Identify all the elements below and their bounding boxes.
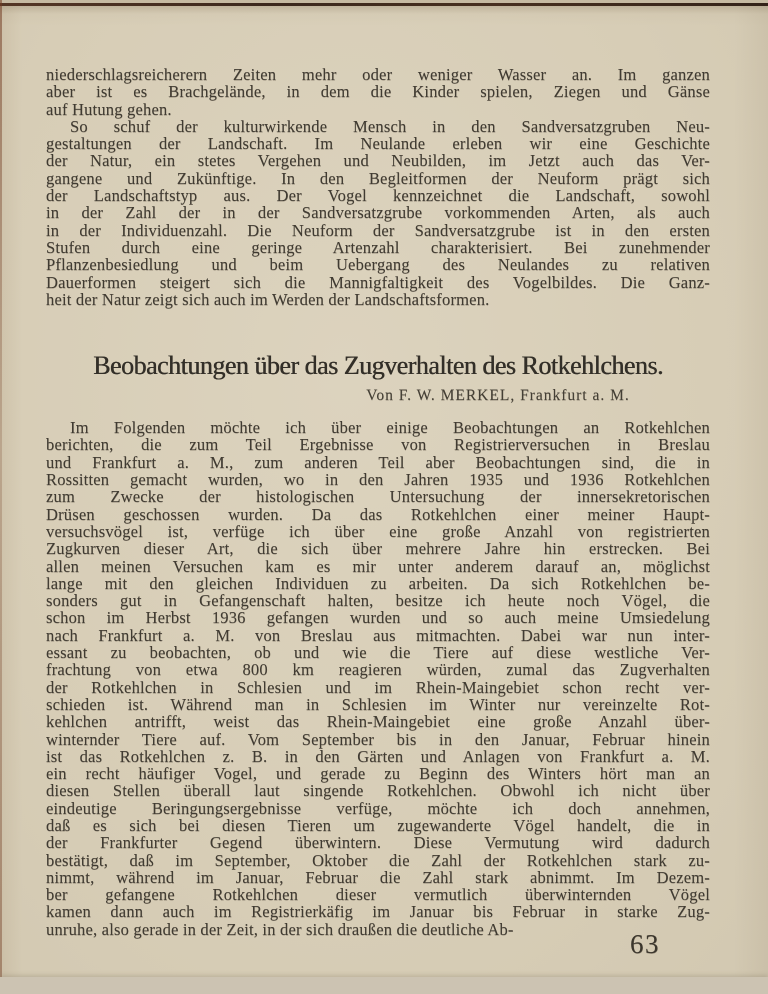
text-line: ist das Rotkehlchen z. B. in den Gärten und Anlagen von Frankfurt a. M. <box>46 746 710 766</box>
text-line: ber gefangene Rotkehlchen dieser vermutlich überwinternden Vögel <box>46 885 710 905</box>
text-line: versuchsvögel ist, verfüge ich über eine große Anzahl von registrierten <box>46 521 710 541</box>
text-line: lange mit den gleichen Individuen zu arbeiten. Da sich Rotkehlchen be- <box>46 573 710 593</box>
text-line: kamen dann auch im Registrierkäfig im Januar bis Februar in starke Zug- <box>46 902 710 922</box>
text-line: nimmt, während im Januar, Februar die Zahl stark abnimmt. Im Dezem- <box>46 867 710 887</box>
text-line: daß es sich bei diesen Tieren um zugewanderte Vögel handelt, die in <box>46 815 710 835</box>
text-line: schieden ist. Während man in Schlesien im Winter nur vereinzelte Rot- <box>46 694 710 714</box>
text-line: bestätigt, daß im September, Oktober die Zahl der Rotkehlchen stark zu- <box>46 850 710 870</box>
text-line: diesen Stellen überall laut singende Rotkehlchen. Obwohl ich nicht über <box>46 781 710 801</box>
text-line: Drüsen geschossen wurden. Da das Rotkehlchen einer meiner Haupt- <box>46 504 710 524</box>
text-line: zum Zwecke der histologischen Untersuchung der innersekretorischen <box>46 487 710 507</box>
text-line: winternder Tiere auf. Vom September bis in den Januar, Februar hinein <box>46 729 710 749</box>
page-content <box>46 66 710 938</box>
text-line: Rossitten gemacht wurden, wo in den Jahren 1935 und 1936 Rotkehlchen <box>46 470 710 490</box>
text-line: aber ist es Brachgelände, in dem die Kinder spielen, Ziegen und Gänse <box>46 82 710 102</box>
text-line: eindeutige Beringungsergebnisse verfüge, möchte ich doch annehmen, <box>46 798 710 818</box>
text-line: Dauerformen steigert sich die Mannigfaltigkeit des Vogelbildes. Die Ganz- <box>46 272 710 292</box>
article-byline: Von F. W. MERKEL, Frankfurt a. M. <box>366 387 630 405</box>
text-line: sonders gut in Gefangenschaft halten, besitze ich heute noch Vögel, die <box>46 591 710 611</box>
text-line: der Rotkehlchen in Schlesien und im Rhein-Maingebiet schon recht ver- <box>46 677 710 697</box>
scan-left-edge <box>0 0 2 994</box>
paragraph <box>46 66 710 118</box>
text-line: Stufen durch eine geringe Artenzahl charakterisiert. Bei zunehmender <box>46 237 710 257</box>
text-line: schon im Herbst 1936 gefangen wurden und so auch meine Umsiedelung <box>46 608 710 628</box>
text-line: So schuf der kulturwirkende Mensch in den Sandversatzgruben Neu- <box>70 116 710 136</box>
text-line: der Natur, ein stetes Vergehen und Neubilden, im Jetzt auch das Ver- <box>46 151 710 171</box>
text-line: nach Frankfurt a. M. von Breslau aus mitmachten. Dabei war nun inter- <box>46 625 710 645</box>
text-line: Pflanzenbesiedlung und beim Uebergang des Neulandes zu relativen <box>46 255 710 275</box>
previous-article-continuation <box>46 66 710 308</box>
text-line: Im Folgenden möchte ich über einige Beobachtungen an Rotkehlchen <box>70 418 710 438</box>
text-line: niederschlagsreicherern Zeiten mehr oder weniger Wasser an. Im ganzen <box>46 65 710 84</box>
text-line: berichten, die zum Teil Ergebnisse von Registrierversuchen in Breslau <box>46 435 710 455</box>
scan-bottom-band <box>0 977 768 994</box>
text-line: der Frankfurter Gegend überwintern. Diese Vermutung wird dadurch <box>46 833 710 853</box>
article-body <box>46 419 710 938</box>
text-line: und Frankfurt a. M., zum anderen Teil aber Beobachtungen sind, die in <box>46 452 710 472</box>
page-number: 63 <box>630 929 660 959</box>
text-line: heit der Natur zeigt sich auch im Werden der Landschaftsformen. <box>46 289 490 309</box>
text-line: unruhe, also gerade in der Zeit, in der sich draußen die deutliche Ab- <box>46 919 514 939</box>
text-line: frachtung von etwa 800 km reagieren würden, zumal das Zugverhalten <box>46 660 710 680</box>
text-line: essant zu beobachten, ob und wie die Tiere auf diese westliche Ver- <box>46 643 710 663</box>
article-title: Beobachtungen über das Zugverhalten des Rotkehlchens. <box>93 351 663 381</box>
text-line: in der Zahl der in der Sandversatzgrube vorkommenden Arten, als auch <box>46 203 710 223</box>
text-line: der Landschaftstyp aus. Der Vogel kennzeichnet die Landschaft, sowohl <box>46 186 710 206</box>
text-line: auf Hutung gehen. <box>46 99 172 119</box>
paragraph <box>46 419 710 938</box>
text-line: ein recht häufiger Vogel, und gerade zu Beginn des Winters hört man an <box>46 764 710 784</box>
text-line: in der Individuenzahl. Die Neuform der Sandversatzgrube ist in den ersten <box>46 220 710 240</box>
text-line: gangene und Zukünftige. In den Begleitformen der Neuform prägt sich <box>46 168 710 188</box>
text-line: kehlchen antrifft, weist das Rhein-Maingebiet eine große Anzahl über- <box>46 712 710 732</box>
text-line: Zugkurven dieser Art, die sich über mehrere Jahre hin erstrecken. Bei <box>46 539 710 559</box>
paragraph <box>46 118 710 308</box>
text-line: gestaltungen der Landschaft. Im Neulande erleben wir eine Geschichte <box>46 134 710 154</box>
scan-top-shadow <box>0 6 768 14</box>
text-line: allen meinen Versuchen kam es mir unter anderem darauf an, möglichst <box>46 556 710 576</box>
